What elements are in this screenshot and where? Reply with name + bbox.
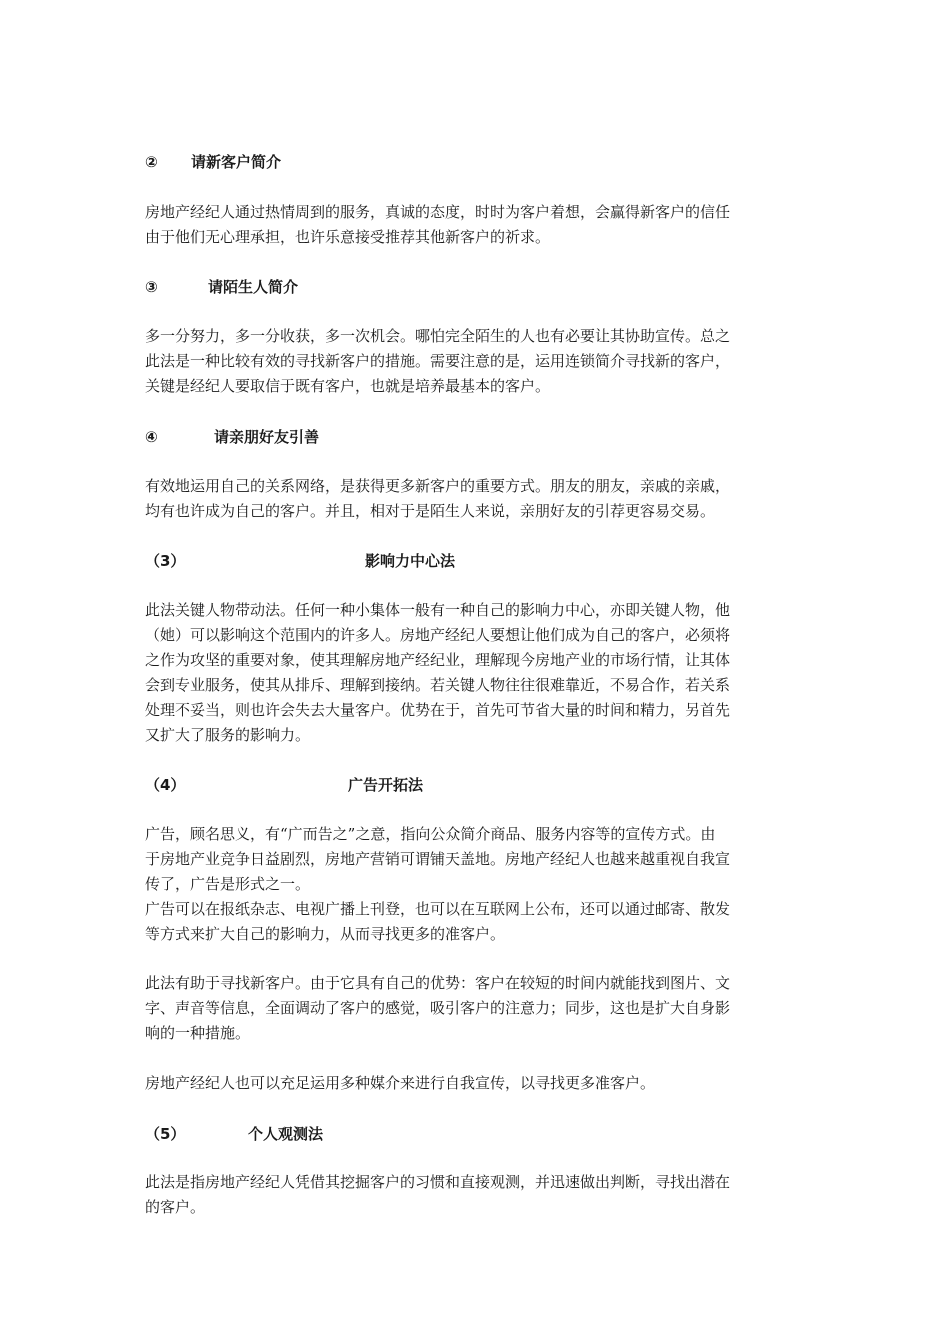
section-heading <box>145 551 810 571</box>
text-line: 响的一种措施。 <box>145 1024 251 1042</box>
text-line: 的客户。 <box>145 1198 206 1216</box>
text-line: 多一分努力，多一分收获，多一次机会。哪怕完全陌生的人也有必要让其协助宣传。总之 <box>145 327 731 345</box>
paragraph <box>145 1170 810 1220</box>
paragraph <box>145 1071 810 1096</box>
paragraph <box>145 598 810 748</box>
paragraph <box>145 822 810 947</box>
section-title: 广告开拓法 <box>348 776 424 794</box>
text-line: 于房地产业竞争日益剧烈，房地产营销可谓铺天盖地。房地产经纪人也越来越重视自我宣 <box>145 850 731 868</box>
section-marker: （4） <box>145 776 186 794</box>
section-marker: ② <box>145 153 158 171</box>
text-line: 关键是经纪人要取信于既有客户，也就是培养最基本的客户。 <box>145 377 551 395</box>
text-line: 此法是指房地产经纪人凭借其挖掘客户的习惯和直接观测，并迅速做出判断，寻找出潜在 <box>145 1173 731 1191</box>
section-title: 个人观测法 <box>248 1125 324 1143</box>
text-line: 会到专业服务，使其从排斥、理解到接纳。若关键人物往往很难靠近，不易合作，若关系 <box>145 676 731 694</box>
section-marker: ③ <box>145 278 158 296</box>
text-line: 广告，顾名思义，有“广而告之”之意，指向公众简介商品、服务内容等的宣传方式。由 <box>145 825 716 843</box>
text-line: 广告可以在报纸杂志、电视广播上刊登，也可以在互联网上公布，还可以通过邮寄、散发 <box>145 900 731 918</box>
text-line: 有效地运用自己的关系网络，是获得更多新客户的重要方式。朋友的朋友，亲戚的亲戚， <box>145 477 731 495</box>
text-line: 此法是一种比较有效的寻找新客户的措施。需要注意的是，运用连锁简介寻找新的客户， <box>145 352 731 370</box>
text-line: 均有也许成为自己的客户。并且，相对于是陌生人来说，亲朋好友的引荐更容易交易。 <box>145 502 716 520</box>
section-title: 影响力中心法 <box>365 552 456 570</box>
paragraph <box>145 474 810 524</box>
section-heading <box>145 775 810 795</box>
paragraph <box>145 324 810 399</box>
text-line: 房地产经纪人通过热情周到的服务，真诚的态度，时时为客户着想，会赢得新客户的信任 <box>145 203 731 221</box>
text-line: 之作为攻坚的重要对象，使其理解房地产经纪业，理解现今房地产业的市场行情，让其体 <box>145 651 731 669</box>
section-title: 请陌生人简介 <box>208 278 299 296</box>
paragraph <box>145 200 810 250</box>
paragraph <box>145 971 810 1046</box>
section-heading <box>145 1124 810 1144</box>
text-line: 房地产经纪人也可以充足运用多种媒介来进行自我宣传，以寻找更多准客户。 <box>145 1074 656 1092</box>
text-line: 此法有助于寻找新客户。由于它具有自己的优势：客户在较短的时间内就能找到图片、文 <box>145 974 731 992</box>
text-line: 等方式来扩大自己的影响力，从而寻找更多的准客户。 <box>145 925 506 943</box>
section-marker: ④ <box>145 428 158 446</box>
text-line: 由于他们无心理承担，也许乐意接受推荐其他新客户的祈求。 <box>145 228 551 246</box>
text-line: 传了，广告是形式之一。 <box>145 875 311 893</box>
section-title: 请新客户简介 <box>191 153 282 171</box>
text-line: 字、声音等信息，全面调动了客户的感觉，吸引客户的注意力；同步，这也是扩大自身影 <box>145 999 731 1017</box>
section-title: 请亲朋好友引善 <box>214 428 320 446</box>
section-marker: （3） <box>145 552 186 570</box>
text-line: 又扩大了服务的影响力。 <box>145 726 311 744</box>
text-line: 处理不妥当，则也许会失去大量客户。优势在于，首先可节省大量的时间和精力，另首先 <box>145 701 731 719</box>
text-line: 此法关键人物带动法。任何一种小集体一般有一种自己的影响力中心，亦即关键人物，他 <box>145 601 731 619</box>
section-marker: （5） <box>145 1125 186 1143</box>
section-heading <box>145 152 810 172</box>
text-line: （她）可以影响这个范围内的许多人。房地产经纪人要想让他们成为自己的客户，必须将 <box>145 626 731 644</box>
section-heading <box>145 277 810 297</box>
section-heading <box>145 427 810 447</box>
